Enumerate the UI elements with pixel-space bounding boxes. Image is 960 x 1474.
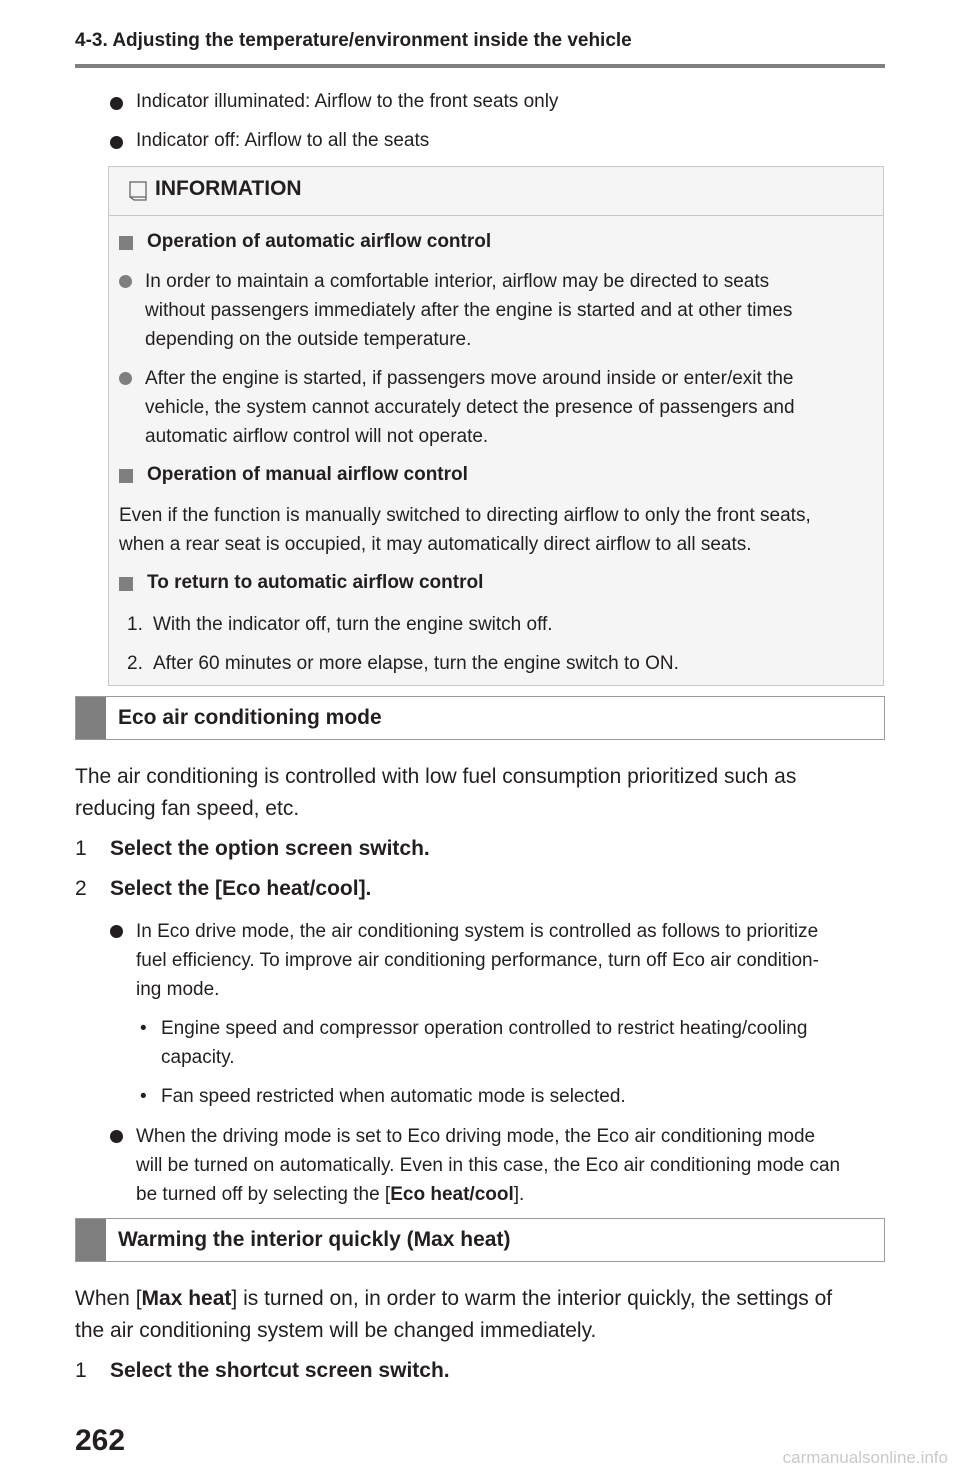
watermark: carmanualsonline.info [782, 1448, 948, 1467]
square-bullet-icon [119, 577, 133, 591]
header-rule [75, 64, 885, 68]
eco-section-header: Eco air conditioning mode [75, 696, 885, 740]
maxheat-description: When [Max heat] is turned on, in order to warm the interior quickly, the settings of the air conditioning system will be changed immediately. [75, 1287, 833, 1342]
information-rule [109, 215, 883, 216]
eco-description: The air conditioning is controlled with low fuel consumption prioritized such as reducing fan speed, etc. [75, 765, 797, 820]
bullet-icon [110, 136, 123, 149]
section-bar [76, 1219, 106, 1261]
square-bullet-icon [119, 236, 133, 250]
dot-bullet-icon: • [140, 1086, 147, 1107]
bullet-icon [119, 275, 132, 288]
maxheat-step-1-number: 1 [75, 1359, 87, 1382]
eco-heat-cool-label: Eco heat/cool [390, 1184, 514, 1205]
section-bar [76, 697, 106, 739]
information-title: INFORMATION [155, 177, 302, 200]
bullet-icon [110, 925, 123, 938]
maxheat-section-header: Warming the interior quickly (Max heat) [75, 1218, 885, 1262]
manual-airflow-text: Even if the function is manually switched to directing airflow to only the front seats, when a rear seat is occupied, it may automatically direct airflow to all seats. [119, 505, 811, 555]
square-bullet-icon [119, 469, 133, 483]
eco-step-2-number: 2 [75, 877, 87, 900]
eco-step-2: Select the [Eco heat/cool]. [110, 877, 372, 900]
bullet-icon [119, 372, 132, 385]
max-heat-label: Max heat [141, 1287, 232, 1310]
information-box: INFORMATION Operation of automatic airflow control In order to maintain a comfortable interior, airflow may be directed to seats without passengers immediately after the engine is started and at other times depending on the outside temperature. After the engine is started, if passengers move around inside or enter/exit the vehicle, the system cannot accurately detect the presence of passengers and automatic airflow control will not operate. Operation of manual airflow control Even if the function is manually switched to directing airflow to only the front seats, when a rear seat is occupied, it may automatically direct airflow to all seats. To return to automatic airflow control 1. With the indicator off, turn the engine switch off. 2. After 60 minutes or more elapse, turn the engine switch to ON. [108, 166, 884, 686]
dot-bullet-icon: • [140, 1018, 147, 1039]
information-icon [129, 181, 147, 201]
maxheat-step-1: Select the shortcut screen switch. [110, 1359, 450, 1382]
bullet-icon [110, 1130, 123, 1143]
eco-step-1-number: 1 [75, 837, 87, 860]
eco-step-1: Select the option screen switch. [110, 837, 430, 860]
bullet-icon [110, 97, 123, 110]
page-header: 4-3. Adjusting the temperature/environment inside the vehicle [75, 30, 632, 51]
page-number: 262 [75, 1424, 126, 1457]
